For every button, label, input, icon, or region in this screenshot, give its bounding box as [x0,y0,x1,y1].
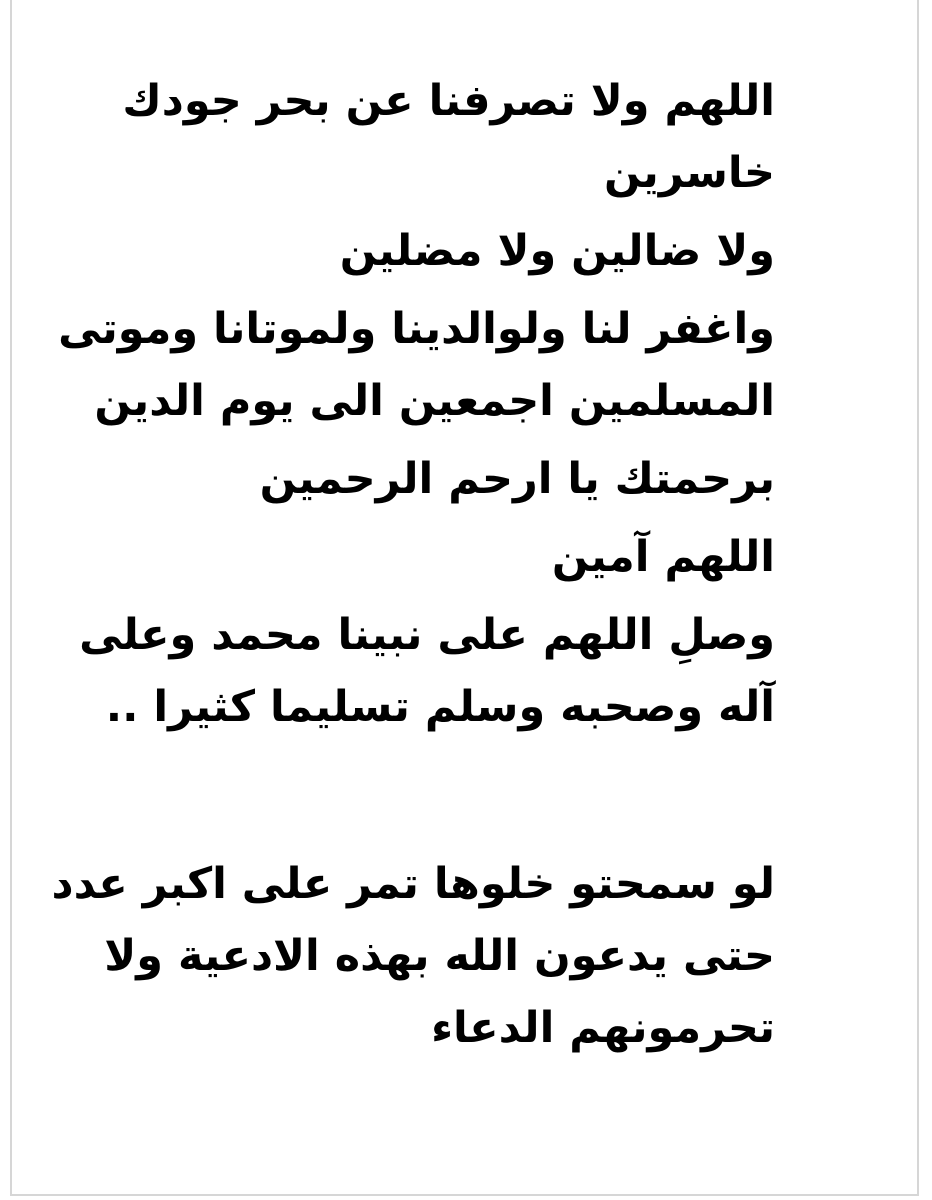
text-line: تحرمونهم الدعاء [431,1003,775,1053]
text-line: خاسرين [603,148,775,198]
text-line: آله وصحبه وسلم تسليما كثيرا .. [105,682,775,732]
text-line: المسلمين اجمعين الى يوم الدين [94,376,775,426]
text-line: حتى يدعون الله بهذه الادعية ولا [104,931,775,981]
request-text [51,848,775,1064]
text-line: اللهم آمين [551,532,775,582]
text-line: برحمتك يا ارحم الرحمين [259,454,775,504]
text-line: واغفر لنا ولوالدينا ولموتانا وموتى [58,304,775,354]
text-line: وصلِ اللهم على نبينا محمد وعلى [79,610,775,660]
prayer-text [58,65,775,743]
text-line: ولا ضالين ولا مضلين [339,226,775,276]
text-line: اللهم ولا تصرفنا عن بحر جودك [122,76,775,126]
text-line: لو سمحتو خلوها تمر على اكبر عدد [51,859,775,909]
document-page [10,0,919,1196]
